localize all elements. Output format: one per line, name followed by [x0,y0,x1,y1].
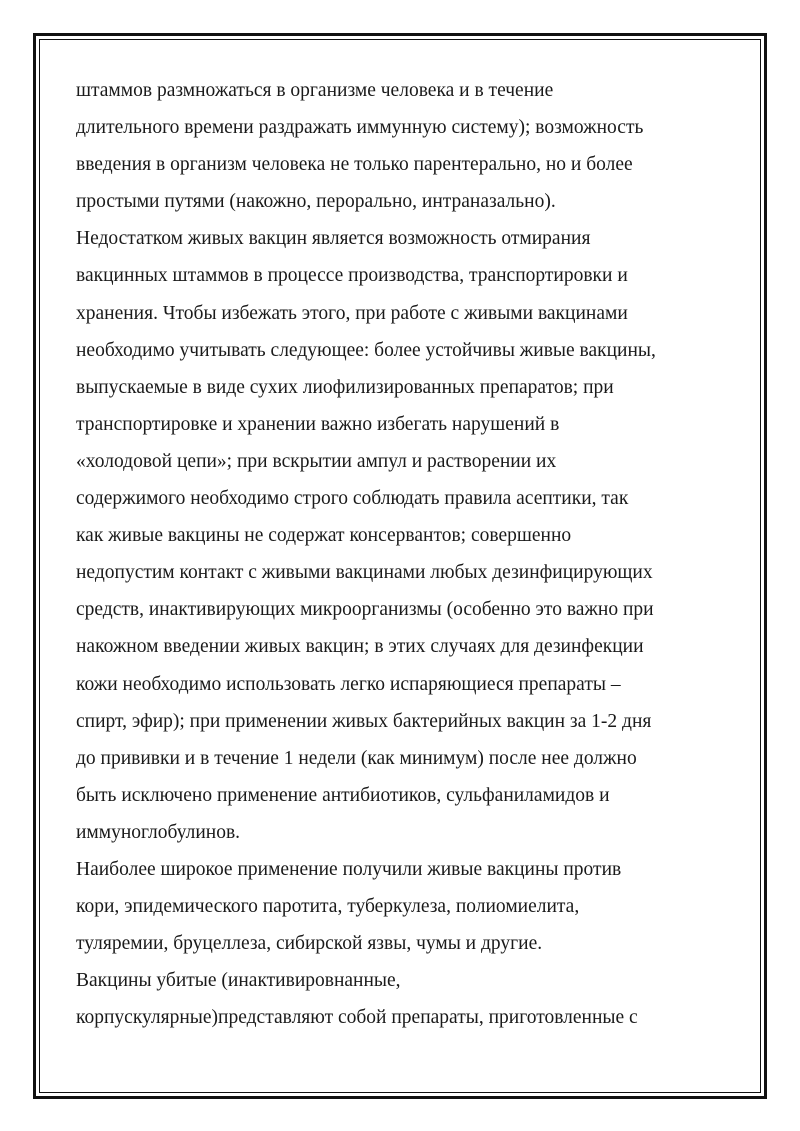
text-line: недопустим контакт с живыми вакцинами любых дезинфицирующих [76,562,653,584]
text-line: накожном введении живых вакцин; в этих случаях для дезинфекции [76,636,644,658]
text-line: хранения. Чтобы избежать этого, при работе с живыми вакцинами [76,302,628,324]
text-line: Вакцины убитые (инактивировнанные, [76,970,401,992]
text-line: Недостатком живых вакцин является возможность отмирания [76,228,591,250]
text-line: вакцинных штаммов в процессе производства, транспортировки и [76,265,628,287]
text-line: спирт, эфир); при применении живых бактерийных вакцин за 1-2 дня [76,710,652,732]
text-line: туляремии, бруцеллеза, сибирской язвы, чумы и другие. [76,933,543,955]
text-line: Наиболее широкое применение получили живые вакцины против [76,858,622,880]
text-line: штаммов размножаться в организме человека и в течение [76,80,554,101]
text-line: выпускаемые в виде сухих лиофилизированных препаратов; при [76,376,614,398]
text-line: кори, эпидемического паротита, туберкулеза, полиомиелита, [76,896,580,918]
text-line: необходимо учитывать следующее: более устойчивы живые вакцины, [76,339,656,361]
text-line: длительного времени раздражать иммунную систему); возможность [76,117,644,139]
text-line: «холодовой цепи»; при вскрытии ампул и растворении их [76,450,557,472]
text-line: содержимого необходимо строго соблюдать правила асептики, так [76,488,629,510]
text-line: средств, инактивирующих микроорганизмы (особенно это важно при [76,599,654,621]
text-line: иммуноглобулинов. [76,821,241,843]
text-line: кожи необходимо использовать легко испаряющиеся препараты – [76,673,621,695]
document-body [76,72,736,1036]
text-line: как живые вакцины не содержат консервантов; совершенно [76,525,572,547]
text-line: простыми путями (накожно, перорально, интраназально). [76,191,556,213]
text-line: быть исключено применение антибиотиков, сульфаниламидов и [76,784,610,806]
text-line: корпускулярные)представляют собой препараты, приготовленные с [76,1007,638,1029]
text-line: введения в организм человека не только парентерально, но и более [76,154,633,176]
text-line: транспортировке и хранении важно избегать нарушений в [76,413,560,435]
text-line: до прививки и в течение 1 недели (как минимум) после нее должно [76,747,637,769]
